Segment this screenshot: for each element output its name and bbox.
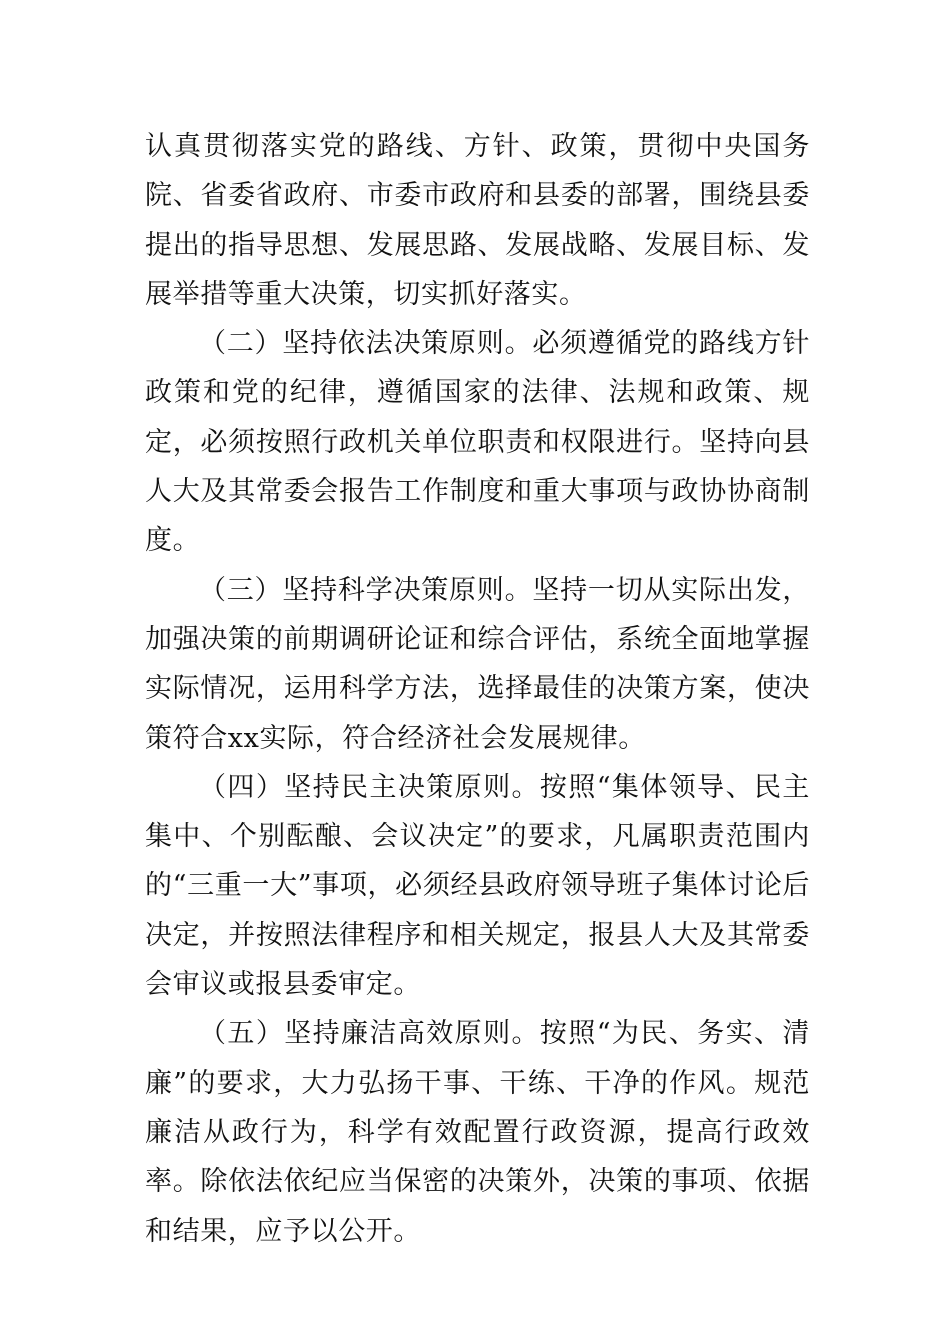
paragraph-principle-democratic-decision: （四）坚持民主决策原则。按照“集体领导、民主集中、个别酝酿、会议决定”的要求，凡属职责范围内的“三重一大”事项，必须经县政府领导班子集体讨论后决定，并按照法律程序和相关规定，报县人大及其常委会审议或报县委审定。 <box>145 771 810 1001</box>
paragraph-principle-scientific-decision: （三）坚持科学决策原则。坚持一切从实际出发，加强决策的前期调研论证和综合评估，系统全面地掌握实际情况，运用科学方法，选择最佳的决策方案，使决策符合xx实际，符合经济社会发展规律。 <box>145 574 810 754</box>
paragraph-principle-clean-efficient: （五）坚持廉洁高效原则。按照“为民、务实、清廉”的要求，大力弘扬干事、干练、干净的作风。规范廉洁从政行为，科学有效配置行政资源，提高行政效率。除依法依纪应当保密的决策外，决策的事项、依据和结果，应予以公开。 <box>145 1018 810 1247</box>
document-body <box>145 122 810 1256</box>
paragraph-principle-lawful-decision: （二）坚持依法决策原则。必须遵循党的路线方针政策和党的纪律，遵循国家的法律、法规和政策、规定，必须按照行政机关单位职责和权限进行。坚持向县人大及其常委会报告工作制度和重大事项与政协协商制度。 <box>145 328 810 557</box>
paragraph-continuation: 认真贯彻落实党的路线、方针、政策，贯彻中央国务院、省委省政府、市委市政府和县委的部署，围绕县委提出的指导思想、发展思路、发展战略、发展目标、发展举措等重大决策，切实抓好落实。 <box>145 131 810 310</box>
